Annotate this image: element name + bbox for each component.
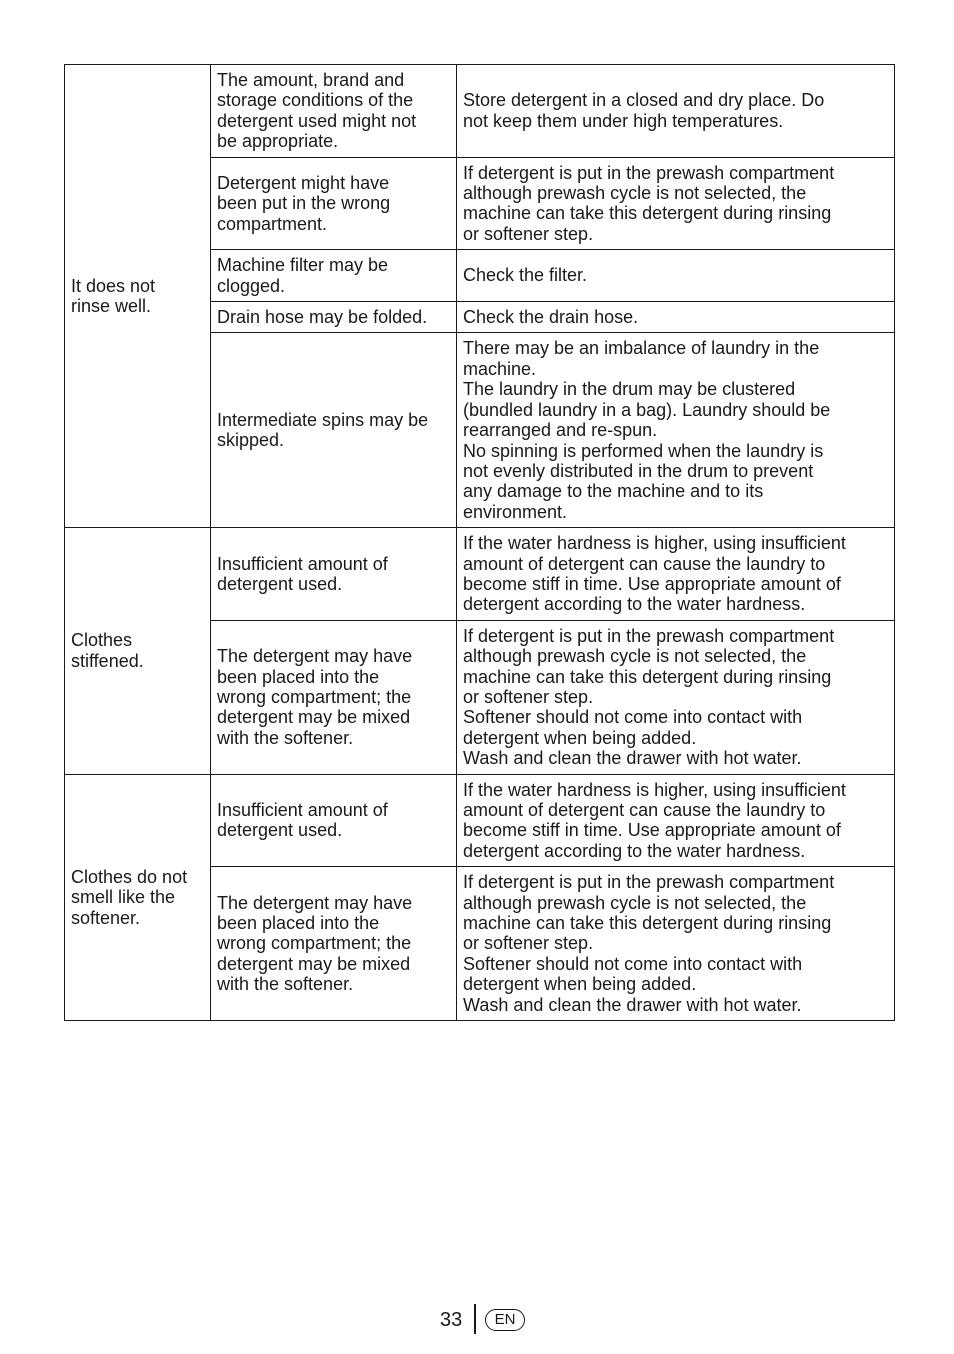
table-row [65, 528, 895, 621]
table-row [65, 774, 895, 867]
problem-cell: Clothes stiffened. [65, 528, 211, 774]
solution-cell: There may be an imbalance of laundry in the machine. The laundry in the drum may be clustered (bundled laundry in a bag). Laundry should be rearranged and re-spun. No spinning is performed when the laundry is not evenly distributed in the drum to prevent any damage to the machine and to its environment. [457, 333, 895, 528]
solution-cell: If the water hardness is higher, using insufficient amount of detergent can cause the laundry to become stiff in time. Use appropriate amount of detergent according to the water hardness. [457, 774, 895, 867]
problem-cell: Clothes do not smell like the softener. [65, 774, 211, 1020]
cause-cell: Insufficient amount of detergent used. [211, 528, 457, 621]
cause-cell: The amount, brand and storage conditions of the detergent used might not be appropriate. [211, 65, 457, 158]
cause-cell: Drain hose may be folded. [211, 302, 457, 333]
cause-cell: Insufficient amount of detergent used. [211, 774, 457, 867]
solution-cell: If detergent is put in the prewash compartment although prewash cycle is not selected, the machine can take this detergent during rinsing or softener step. [457, 157, 895, 250]
page-number: 33 [440, 1309, 463, 1331]
solution-cell: Store detergent in a closed and dry place. Do not keep them under high temperatures. [457, 65, 895, 158]
cause-cell: The detergent may have been placed into the wrong compartment; the detergent may be mixed with the softener. [211, 620, 457, 774]
solution-cell: Check the filter. [457, 250, 895, 302]
solution-cell: If detergent is put in the prewash compartment although prewash cycle is not selected, the machine can take this detergent during rinsing or softener step. Softener should not come into contact with detergent when being added. Wash and clean the drawer with hot water. [457, 620, 895, 774]
cause-cell: Detergent might have been put in the wrong compartment. [211, 157, 457, 250]
troubleshooting-table [64, 64, 895, 1021]
language-badge: EN [485, 1309, 525, 1331]
solution-cell: If detergent is put in the prewash compartment although prewash cycle is not selected, the machine can take this detergent during rinsing or softener step. Softener should not come into contact with detergent when being added. Wash and clean the drawer with hot water. [457, 867, 895, 1021]
problem-cell: It does not rinse well. [65, 65, 211, 528]
footer-divider [474, 1304, 476, 1334]
cause-cell: Intermediate spins may be skipped. [211, 333, 457, 528]
table-row [65, 65, 895, 158]
solution-cell: If the water hardness is higher, using insufficient amount of detergent can cause the laundry to become stiff in time. Use appropriate amount of detergent according to the water hardness. [457, 528, 895, 621]
cause-cell: The detergent may have been placed into the wrong compartment; the detergent may be mixed with the softener. [211, 867, 457, 1021]
solution-cell: Check the drain hose. [457, 302, 895, 333]
cause-cell: Machine filter may be clogged. [211, 250, 457, 302]
page-footer [0, 1304, 954, 1336]
